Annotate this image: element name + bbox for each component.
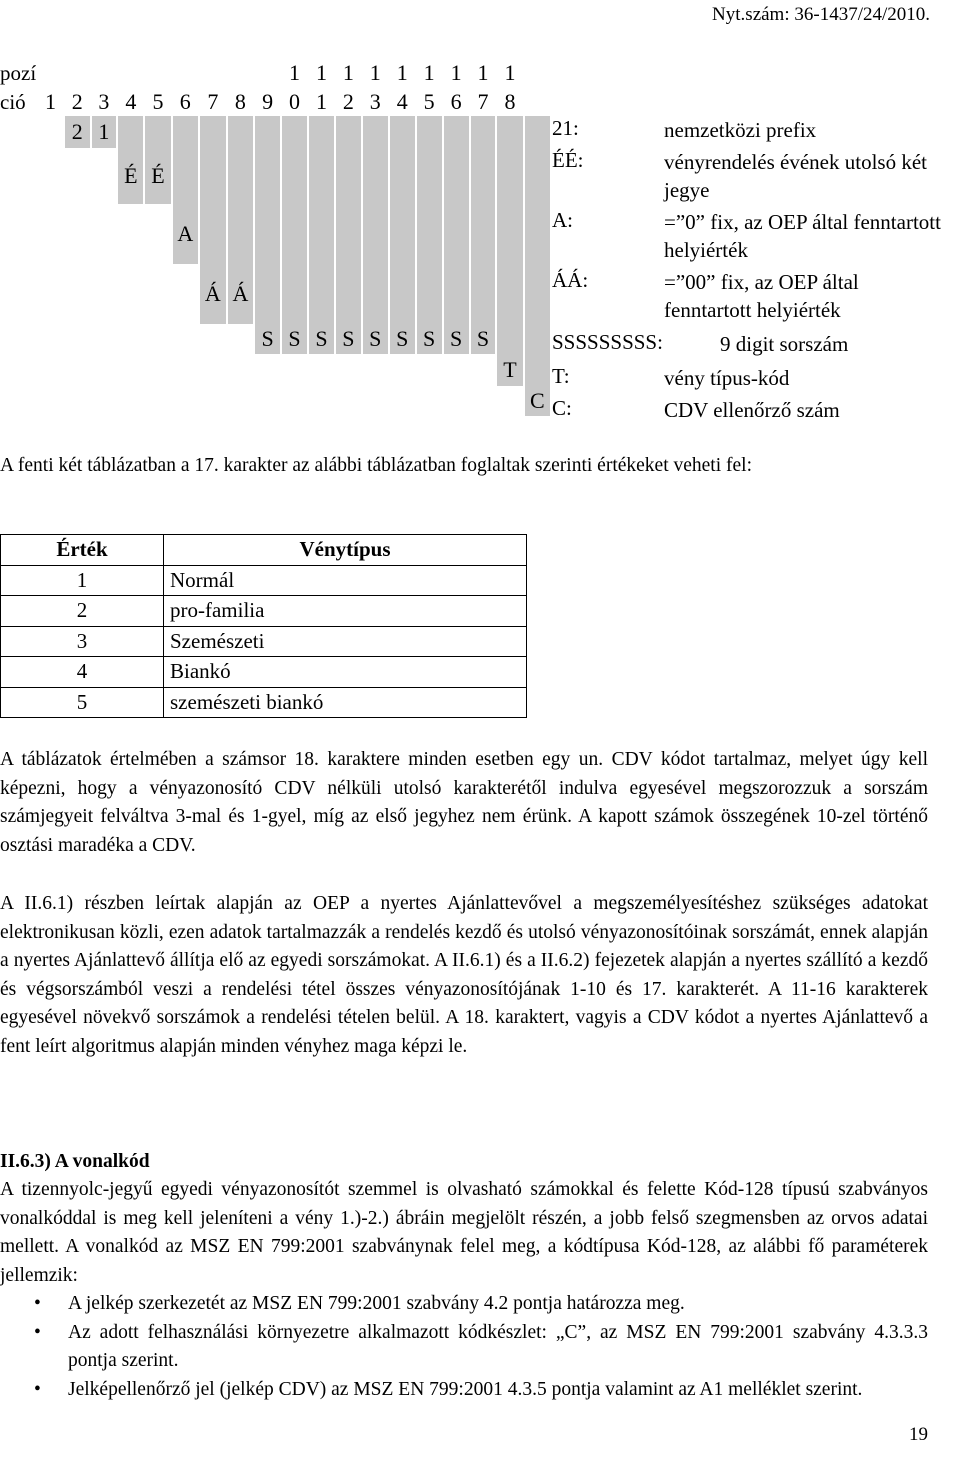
legend-code: T:: [552, 364, 570, 388]
grid-row: [0, 116, 551, 148]
grid-cell: [227, 324, 255, 354]
grid-cell: [227, 116, 255, 148]
grid-cell: [470, 148, 497, 204]
grid-cell: S: [335, 324, 362, 354]
grid-cell: [0, 386, 37, 416]
grid-cell: [227, 58, 255, 88]
grid-cell: [335, 354, 362, 386]
grid-cell: 1: [443, 58, 470, 88]
grid-cell: [91, 386, 118, 416]
grid-cell: É: [117, 148, 144, 204]
page-number: 19: [909, 1424, 928, 1445]
document-number: Nyt.szám: 36-1437/24/2010.: [712, 4, 930, 25]
type-column-header: Vénytípus: [164, 535, 527, 566]
grid-cell: 1: [281, 58, 308, 88]
grid-cell: [524, 148, 551, 204]
grid-cell: 1: [37, 88, 64, 116]
grid-cell: 3: [91, 88, 118, 116]
grid-cell: [37, 204, 64, 264]
grid-cell: [117, 324, 144, 354]
grid-cell: 6: [443, 88, 470, 116]
grid-cell: [254, 58, 281, 88]
value-cell: 4: [1, 657, 164, 688]
grid-cell: [172, 58, 200, 88]
grid-cell: [64, 324, 91, 354]
grid-cell: [91, 324, 118, 354]
grid-cell: [389, 204, 416, 264]
grid-cell: [144, 58, 171, 88]
grid-cell: [308, 264, 335, 324]
grid-cell: [254, 116, 281, 148]
grid-cell: [37, 324, 64, 354]
type-cell: Szemészeti: [164, 626, 527, 657]
grid-cell: [470, 386, 497, 416]
grid-cell: S: [281, 324, 308, 354]
grid-cell: 9: [254, 88, 281, 116]
legend-description: =”00” fix, az OEP által fenntartott helyiérték: [664, 270, 859, 322]
grid-cell: [199, 204, 227, 264]
position-grid: [0, 58, 552, 416]
grid-cell: [335, 386, 362, 416]
grid-cell: pozí: [0, 58, 37, 88]
grid-cell: [470, 204, 497, 264]
grid-cell: [416, 386, 443, 416]
grid-cell: [362, 354, 389, 386]
grid-row: [0, 264, 551, 324]
grid-cell: [416, 354, 443, 386]
grid-cell: [254, 354, 281, 386]
type-cell: pro-familia: [164, 596, 527, 627]
grid-cell: [524, 204, 551, 264]
grid-cell: [227, 386, 255, 416]
grid-cell: [37, 386, 64, 416]
grid-cell: [117, 116, 144, 148]
grid-cell: S: [254, 324, 281, 354]
grid-cell: [117, 204, 144, 264]
grid-cell: [389, 148, 416, 204]
grid-cell: [362, 264, 389, 324]
grid-cell: 1: [335, 58, 362, 88]
grid-cell: [496, 386, 523, 416]
grid-cell: [524, 354, 551, 386]
grid-cell: [389, 264, 416, 324]
grid-cell: [416, 116, 443, 148]
legend-description: vényrendelés évének utolsó két jegye: [664, 150, 927, 202]
grid-cell: [389, 354, 416, 386]
grid-cell: [227, 148, 255, 204]
grid-cell: 0: [281, 88, 308, 116]
grid-cell: [227, 354, 255, 386]
grid-cell: [308, 116, 335, 148]
grid-cell: 7: [199, 88, 227, 116]
grid-cell: 4: [389, 88, 416, 116]
grid-cell: [362, 204, 389, 264]
grid-cell: S: [470, 324, 497, 354]
grid-cell: [524, 88, 551, 116]
grid-cell: [64, 204, 91, 264]
grid-cell: [254, 386, 281, 416]
grid-cell: [172, 324, 200, 354]
grid-cell: [281, 264, 308, 324]
grid-cell: T: [496, 354, 523, 386]
section-heading: II.6.3) A vonalkód: [0, 1151, 150, 1172]
grid-cell: [91, 58, 118, 88]
grid-cell: [199, 58, 227, 88]
grid-cell: [335, 116, 362, 148]
legend-description: vény típus-kód: [664, 366, 790, 390]
grid-cell: [335, 264, 362, 324]
table-row: [1, 626, 527, 657]
grid-cell: [117, 354, 144, 386]
grid-cell: [470, 116, 497, 148]
table-row: [1, 596, 527, 627]
grid-cell: [416, 204, 443, 264]
grid-row: [0, 88, 551, 116]
grid-cell: 2: [335, 88, 362, 116]
grid-cell: [91, 264, 118, 324]
grid-cell: [64, 386, 91, 416]
grid-cell: S: [389, 324, 416, 354]
grid-cell: [172, 386, 200, 416]
grid-cell: [362, 148, 389, 204]
grid-cell: [362, 116, 389, 148]
grid-cell: [64, 354, 91, 386]
value-column-header: Érték: [1, 535, 164, 566]
grid-cell: [37, 148, 64, 204]
grid-cell: [64, 264, 91, 324]
grid-cell: [0, 116, 37, 148]
grid-cell: 5: [144, 88, 171, 116]
grid-cell: 1: [389, 58, 416, 88]
grid-cell: [91, 148, 118, 204]
legend-code: A:: [552, 208, 573, 232]
grid-cell: [117, 386, 144, 416]
value-table-header: [1, 535, 527, 566]
grid-cell: 5: [416, 88, 443, 116]
barcode-paragraph: A tizennyolc-jegyű egyedi vényazonosítót szemmel is olvasható számokkal és felette Kód-128 típusú szabványos vonalkóddal is meg kell jeleníteni a vény 1.)-2.) ábráin megjelölt részén, a jobb felső szegmensben az orvos adatai mellett. A vonalkód az MSZ EN 799:2001 szabványnak felel meg, a kódtípusa Kód-128, az alábbi fő paraméterek jellemzik:: [0, 1179, 928, 1286]
grid-cell: [0, 204, 37, 264]
table-row: [1, 565, 527, 596]
parameter-list-wrapper: [0, 1290, 928, 1404]
grid-cell: 1: [496, 58, 523, 88]
grid-cell: [524, 264, 551, 324]
grid-cell: [281, 116, 308, 148]
grid-cell: A: [172, 204, 200, 264]
grid-cell: 1: [308, 88, 335, 116]
grid-cell: [496, 324, 523, 354]
grid-cell: [470, 354, 497, 386]
grid-cell: 1: [416, 58, 443, 88]
grid-cell: [416, 148, 443, 204]
value-cell: 5: [1, 687, 164, 718]
grid-row: [0, 386, 551, 416]
grid-cell: [443, 264, 470, 324]
grid-cell: [335, 204, 362, 264]
grid-cell: [64, 58, 91, 88]
grid-cell: 2: [64, 116, 91, 148]
grid-cell: [389, 116, 416, 148]
intro-paragraph: A fenti két táblázatban a 17. karakter az alábbi táblázatban foglaltak szerinti értékeket veheti fel:: [0, 455, 753, 476]
legend-code: SSSSSSSSS:: [552, 330, 663, 354]
grid-cell: 1: [91, 116, 118, 148]
grid-cell: [144, 204, 171, 264]
grid-cell: 7: [470, 88, 497, 116]
parameter-list: [0, 1290, 928, 1404]
grid-cell: [389, 386, 416, 416]
grid-cell: [443, 116, 470, 148]
grid-cell: [91, 204, 118, 264]
legend-code: ÁÁ:: [552, 268, 589, 292]
type-cell: Normál: [164, 565, 527, 596]
grid-cell: [144, 324, 171, 354]
legend-description: =”0” fix, az OEP által fenntartott helyiérték: [664, 210, 941, 262]
grid-cell: 4: [117, 88, 144, 116]
grid-cell: C: [524, 386, 551, 416]
list-item: • Jelképellenőrző jel (jelkép CDV) az MSZ EN 799:2001 4.3.5 pontja valamint az A1 melléklet szerint.: [0, 1376, 928, 1405]
grid-cell: 8: [227, 88, 255, 116]
grid-cell: [144, 116, 171, 148]
grid-cell: 8: [496, 88, 523, 116]
grid-cell: [37, 58, 64, 88]
grid-cell: [144, 354, 171, 386]
assignment-paragraph: A II.6.1) részben leírtak alapján az OEP a nyertes Ajánlattevővel a megszemélyesítéshez szükséges adatokat elektronikusan közli, ezen adatok tartalmazzák a rendelés kezdő és utolsó vényazonosítóinak sorszámát, ennek alapján a nyertes Ajánlattevő állítja elő az egyedi sorszámokat. A II.6.1) és a II.6.2) fejezetek alapján a nyertes szállító a kezdő és végsorszámból veszi a rendelési tétel összes vényazonosítójának 1-10 és 17. karakterét. A 11-16 karakterek egyesével növekvő sorszámok a rendelési tételen belül. A 18. karaktert, vagyis a CDV kódot a nyertes Ajánlattevő a fent leírt algoritmus alapján minden vényhez maga képzi le.: [0, 893, 928, 1057]
grid-cell: S: [362, 324, 389, 354]
grid-row: [0, 324, 551, 354]
legend-description: nemzetközi prefix: [664, 118, 817, 142]
grid-cell: [443, 148, 470, 204]
grid-cell: [308, 204, 335, 264]
grid-cell: Á: [227, 264, 255, 324]
grid-cell: [281, 204, 308, 264]
grid-cell: [281, 354, 308, 386]
grid-cell: [199, 148, 227, 204]
grid-cell: [362, 386, 389, 416]
grid-row: [0, 354, 551, 386]
grid-cell: [199, 354, 227, 386]
grid-cell: 1: [470, 58, 497, 88]
grid-cell: 6: [172, 88, 200, 116]
grid-cell: [308, 354, 335, 386]
grid-cell: [199, 386, 227, 416]
grid-cell: [496, 204, 523, 264]
grid-cell: 1: [308, 58, 335, 88]
grid-cell: [172, 354, 200, 386]
grid-cell: 3: [362, 88, 389, 116]
grid-cell: [254, 148, 281, 204]
legend-code: 21:: [552, 116, 579, 140]
grid-cell: É: [144, 148, 171, 204]
grid-cell: [227, 204, 255, 264]
grid-cell: [117, 264, 144, 324]
list-item: • A jelkép szerkezetét az MSZ EN 799:2001 szabvány 4.2 pontja határozza meg.: [0, 1290, 928, 1319]
grid-cell: [254, 264, 281, 324]
legend-description: 9 digit sorszám: [720, 332, 849, 356]
grid-cell: [37, 264, 64, 324]
type-cell: Biankó: [164, 657, 527, 688]
grid-cell: [443, 386, 470, 416]
grid-cell: [199, 116, 227, 148]
grid-cell: [281, 386, 308, 416]
grid-cell: 1: [362, 58, 389, 88]
grid-cell: [524, 324, 551, 354]
grid-cell: [0, 264, 37, 324]
table-row: [1, 687, 527, 718]
legend-code: C:: [552, 396, 572, 420]
legend-description: CDV ellenőrző szám: [664, 398, 840, 422]
grid-cell: [37, 116, 64, 148]
value-cell: 1: [1, 565, 164, 596]
grid-cell: Á: [199, 264, 227, 324]
grid-cell: [254, 204, 281, 264]
value-cell: 3: [1, 626, 164, 657]
grid-cell: [308, 148, 335, 204]
type-cell: szemészeti biankó: [164, 687, 527, 718]
grid-cell: [496, 264, 523, 324]
value-table: [0, 534, 527, 718]
grid-cell: [0, 354, 37, 386]
table-row: [1, 657, 527, 688]
grid-cell: S: [308, 324, 335, 354]
grid-cell: [37, 354, 64, 386]
grid-cell: [496, 148, 523, 204]
grid-cell: [144, 386, 171, 416]
grid-cell: [524, 116, 551, 148]
grid-cell: [64, 148, 91, 204]
grid-cell: [308, 386, 335, 416]
value-cell: 2: [1, 596, 164, 627]
grid-row: [0, 58, 551, 88]
grid-cell: [199, 324, 227, 354]
grid-cell: [496, 116, 523, 148]
grid-cell: [443, 204, 470, 264]
list-item: • Az adott felhasználási környezetre alkalmazott kódkészlet: „C”, az MSZ EN 799:2001 szabvány 4.3.3.3 pontja szerint.: [0, 1319, 928, 1376]
legend-code: ÉÉ:: [552, 148, 584, 172]
grid-cell: [0, 148, 37, 204]
grid-cell: [117, 58, 144, 88]
grid-cell: [172, 148, 200, 204]
grid-row: [0, 148, 551, 204]
grid-cell: S: [416, 324, 443, 354]
grid-cell: [172, 116, 200, 148]
grid-cell: [443, 354, 470, 386]
grid-cell: [144, 264, 171, 324]
grid-cell: [416, 264, 443, 324]
grid-cell: [91, 354, 118, 386]
grid-cell: 2: [64, 88, 91, 116]
grid-cell: S: [443, 324, 470, 354]
grid-cell: ció: [0, 88, 37, 116]
grid-row: [0, 204, 551, 264]
grid-cell: [335, 148, 362, 204]
grid-cell: [524, 58, 551, 88]
grid-cell: [172, 264, 200, 324]
grid-cell: [281, 148, 308, 204]
cdv-paragraph: A táblázatok értelmében a számsor 18. karaktere minden esetben egy un. CDV kódot tartalmaz, melyet úgy kell képezni, hogy a vényazonosító CDV nélküli utolsó karakterétől indulva egyesével megszorozzuk a sorszám számjegyeit felváltva 3-mal és 1-gyel, míg az első jegyhez nem érünk. A kapott számok összegének 10-zel történő osztási maradéka a CDV.: [0, 749, 928, 856]
grid-cell: [470, 264, 497, 324]
grid-cell: [0, 324, 37, 354]
